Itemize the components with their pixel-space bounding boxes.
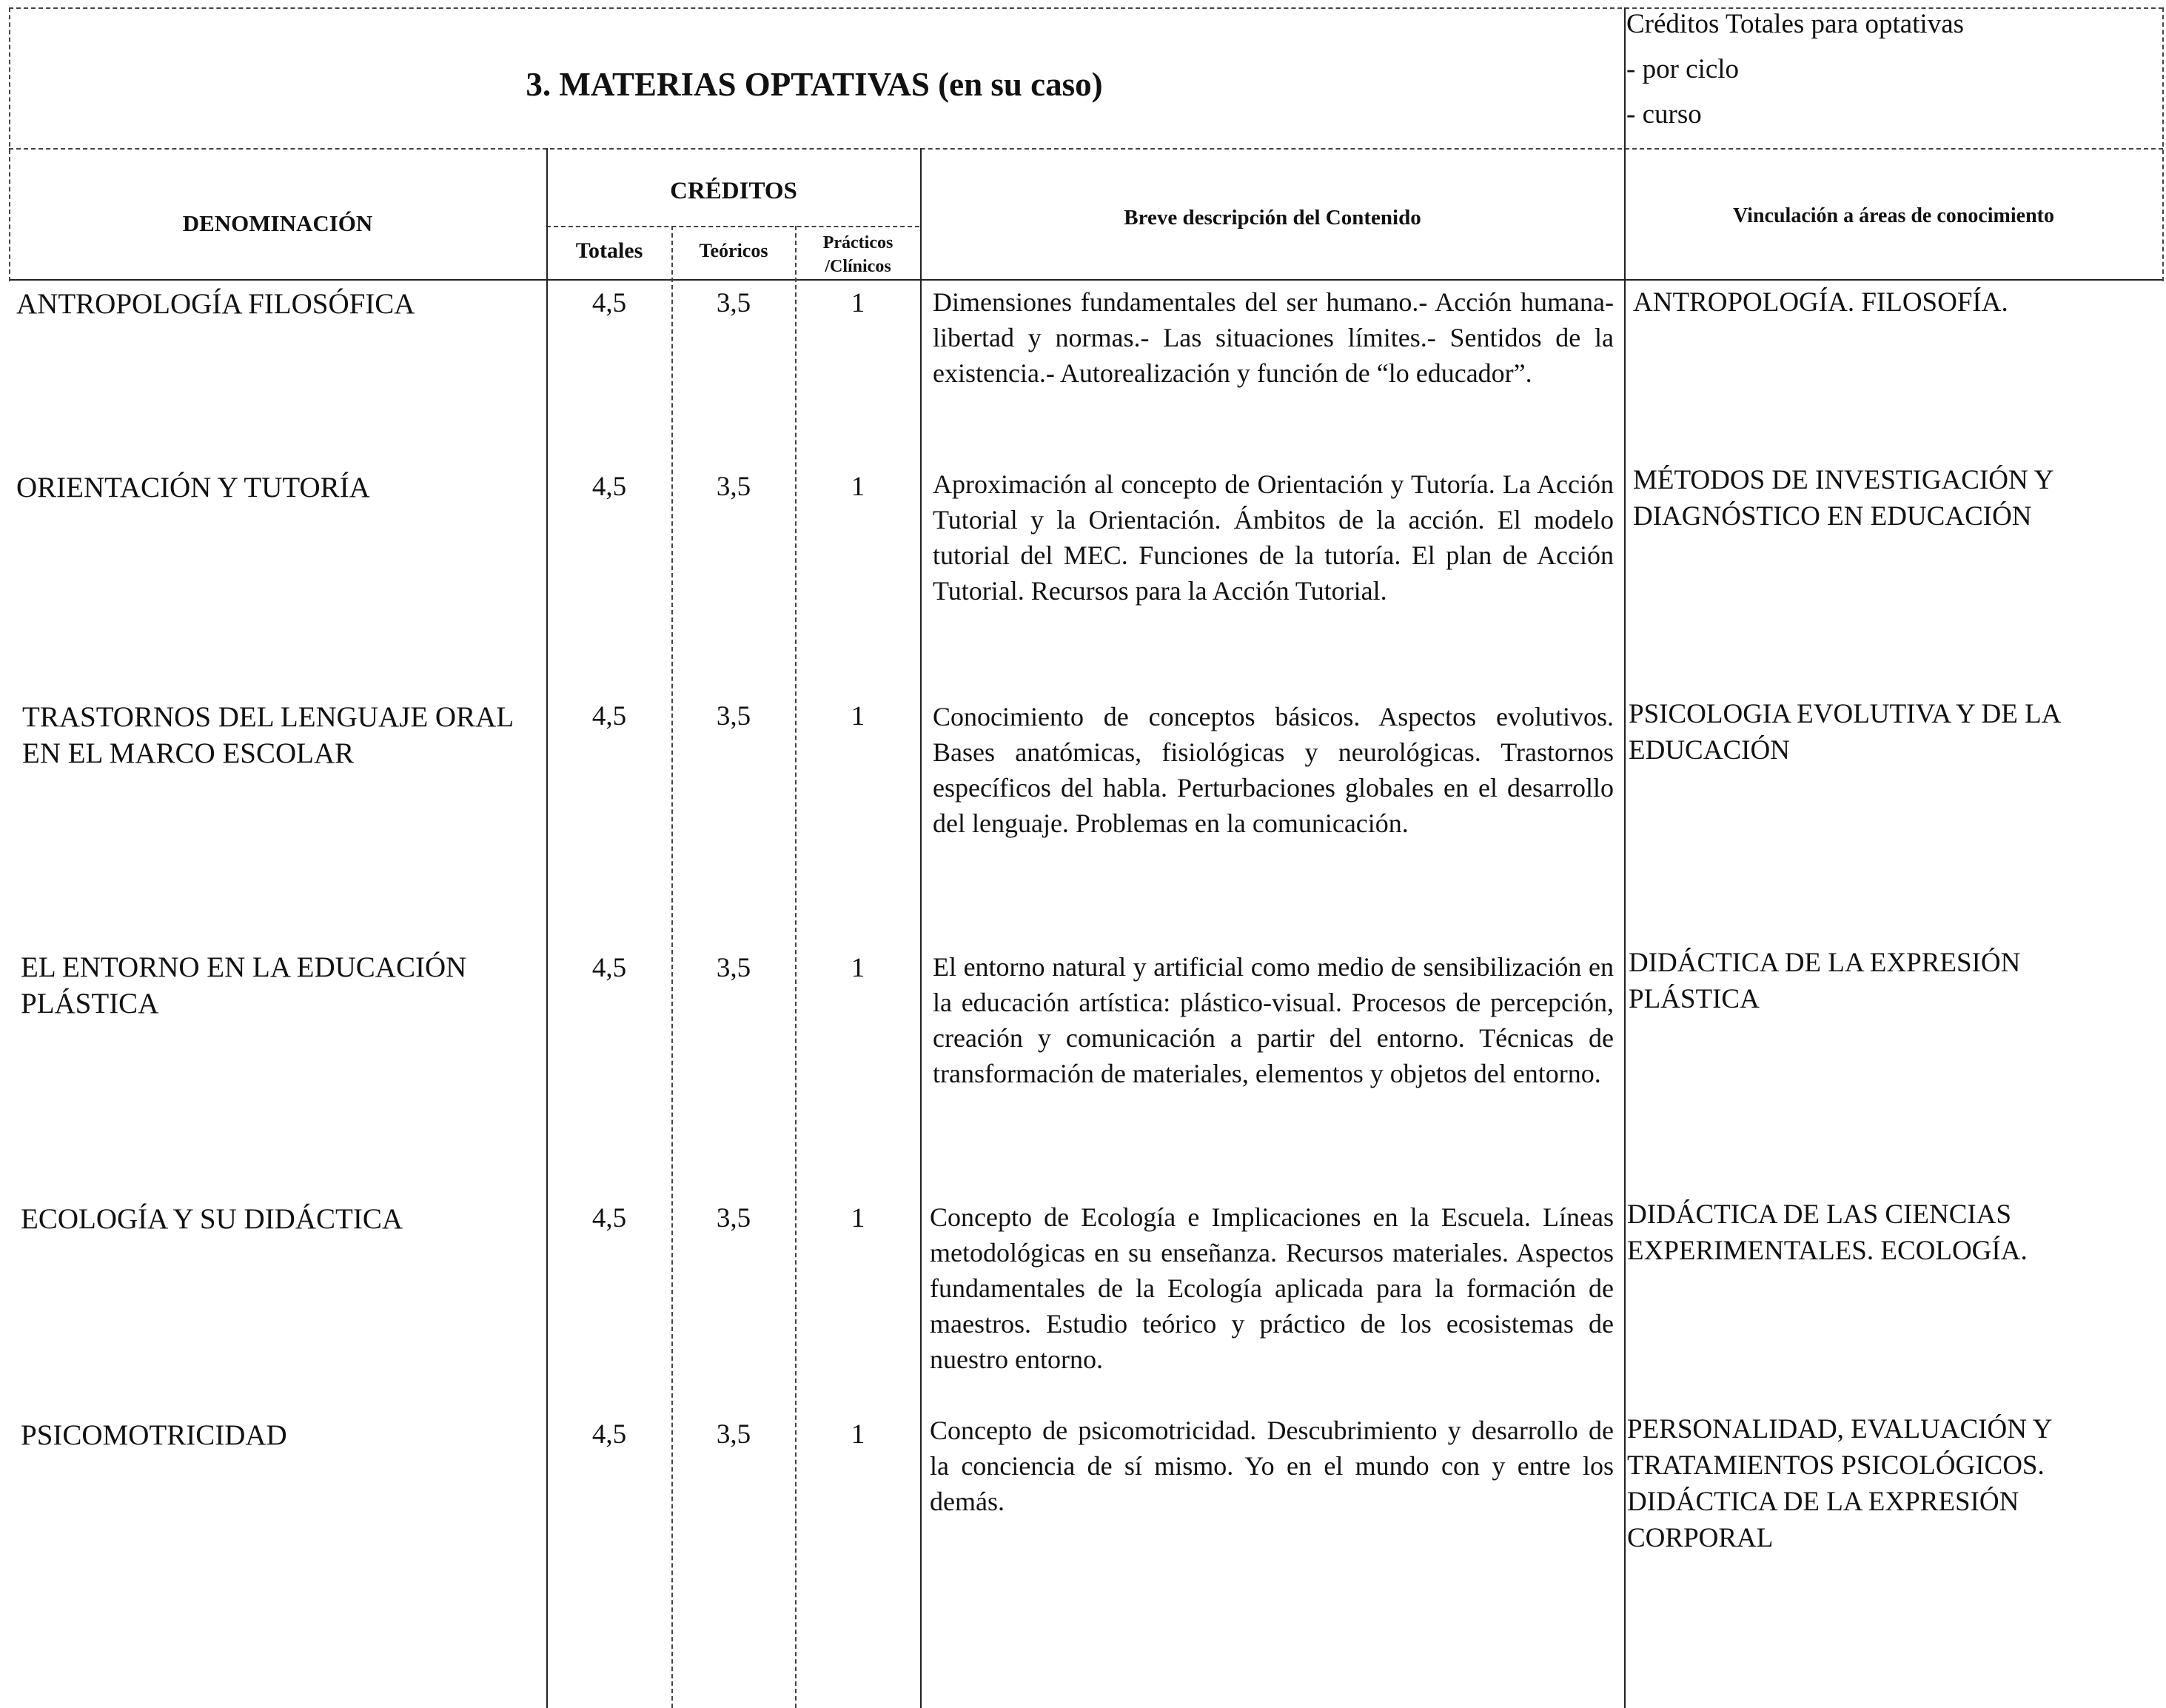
row-1-area: ANTROPOLOGÍA. FILOSOFÍA. [1633, 287, 2008, 318]
page-title: 3. MATERIAS OPTATIVAS (en su caso) [526, 66, 1103, 103]
col-header-teoricos: Teóricos [699, 240, 768, 261]
row-4-teoricos: 3,5 [716, 953, 751, 983]
row-3-area: PSICOLOGIA EVOLUTIVA Y DE LA EDUCACIÓN [1629, 699, 2060, 766]
credits-box-line-1: Créditos Totales para optativas [1626, 9, 1965, 39]
col-header-creditos: CRÉDITOS [670, 178, 797, 204]
row-2-teoricos: 3,5 [716, 472, 751, 502]
row-1-practicos: 1 [851, 288, 865, 318]
row-5-name: ECOLOGÍA Y SU DIDÁCTICA [21, 1203, 403, 1235]
row-4-area: DIDÁCTICA DE LA EXPRESIÓN PLÁSTICA [1629, 948, 2021, 1014]
col-divider-desc [920, 148, 922, 1708]
row-3-totales: 4,5 [591, 701, 627, 731]
row-6-descripcion: Concepto de psicomotricidad. Descubrimiento y desarrollo de la conciencia de sí mismo. Yo en el mundo con y entre los demás. [930, 1416, 1614, 1516]
credits-box [1626, 1, 2159, 137]
row-3-descripcion: Conocimiento de conceptos básicos. Aspectos evolutivos. Bases anatómicas, fisiológicas y neurológicas. Trastornos específicos del habla. Perturbaciones globales en el desarrollo del lenguaje. Problemas en la comunicación. [933, 702, 1614, 838]
row-3-name: TRASTORNOS DEL LENGUAJE ORAL EN EL MARCO ESCOLAR [22, 701, 513, 769]
row-5-teoricos: 3,5 [716, 1203, 751, 1233]
row-2-practicos: 1 [851, 472, 865, 502]
col-header-vinculacion: Vinculación a áreas de conocimiento [1733, 204, 2054, 227]
row-2-descripcion: Aproximación al concepto de Orientación y Tutoría. La Acción Tutorial y la Orientación. Ámbitos de la acción. El modelo tutorial del MEC. Funciones de la tutoría. El plan de Acción Tutorial. Recursos para la Acción Tutorial. [933, 469, 1614, 606]
col-header-descripcion: Breve descripción del Contenido [1124, 206, 1421, 230]
row-6-name: PSICOMOTRICIDAD [21, 1419, 287, 1451]
row-4-descripcion: El entorno natural y artificial como medio de sensibilización en la educación artística: plástico-visual. Procesos de percepción, creación y comunicación a partir del entorno. Técnicas de transformación de materiales, elementos y objetos del entorno. [933, 952, 1614, 1088]
row-2-name: ORIENTACIÓN Y TUTORÍA [16, 472, 370, 503]
row-2-totales: 4,5 [591, 472, 627, 502]
row-5-totales: 4,5 [591, 1203, 627, 1233]
row-5-area: DIDÁCTICA DE LAS CIENCIAS EXPERIMENTALES. ECOLOGÍA. [1627, 1199, 2028, 1266]
right-border [2162, 7, 2164, 281]
col-divider-title [1624, 7, 1626, 1708]
row-4-totales: 4,5 [591, 953, 627, 983]
row-6-teoricos: 3,5 [716, 1419, 751, 1450]
row-4-practicos: 1 [851, 953, 865, 983]
row-6-area: PERSONALIDAD, EVALUACIÓN Y TRATAMIENTOS PSICOLÓGICOS. DIDÁCTICA DE LA EXPRESIÓN CORPORAL [1627, 1414, 2052, 1553]
credits-box-line-2: - por ciclo [1626, 54, 1740, 84]
col-divider-name [546, 148, 548, 1708]
col-header-totales: Totales [575, 238, 643, 263]
row-3-teoricos: 3,5 [716, 701, 751, 731]
col-header-practicos-line-1: Prácticos [822, 233, 893, 252]
col-header-practicos-line-2: /Clínicos [825, 257, 891, 276]
creditos-divider [546, 226, 919, 227]
row-6-totales: 4,5 [591, 1419, 627, 1450]
row-3-practicos: 1 [851, 701, 865, 731]
row-1-name: ANTROPOLOGÍA FILOSÓFICA [16, 288, 415, 320]
row-1-descripcion: Dimensiones fundamentales del ser humano.- Acción humana-libertad y normas.- Las situaciones límites.- Sentidos de la existencia.- Autorealización y función de “lo educador”. [933, 287, 1614, 388]
row-4-name: EL ENTORNO EN LA EDUCACIÓN PLÁSTICA [21, 951, 467, 1019]
left-border [9, 7, 10, 281]
header-bottom-border [9, 279, 2163, 281]
credits-box-line-3: - curso [1626, 99, 1702, 130]
row-1-teoricos: 3,5 [716, 288, 751, 318]
row-1-totales: 4,5 [591, 288, 627, 318]
col-header-denominacion: DENOMINACIÓN [182, 210, 373, 236]
header-divider [9, 148, 2163, 150]
row-2-area: MÉTODOS DE INVESTIGACIÓN Y DIAGNÓSTICO EN EDUCACIÓN [1633, 465, 2053, 532]
row-5-practicos: 1 [851, 1203, 865, 1233]
row-6-practicos: 1 [851, 1419, 865, 1450]
row-5-descripcion: Concepto de Ecología e Implicaciones en la Escuela. Líneas metodológicas en su enseñanza. Recursos materiales. Aspectos fundamentales de la Ecología aplicada para la formación de maestros. Estudio teórico y práctico de los ecosistemas de nuestro entorno. [930, 1202, 1614, 1374]
col-header-practicos [797, 231, 919, 278]
